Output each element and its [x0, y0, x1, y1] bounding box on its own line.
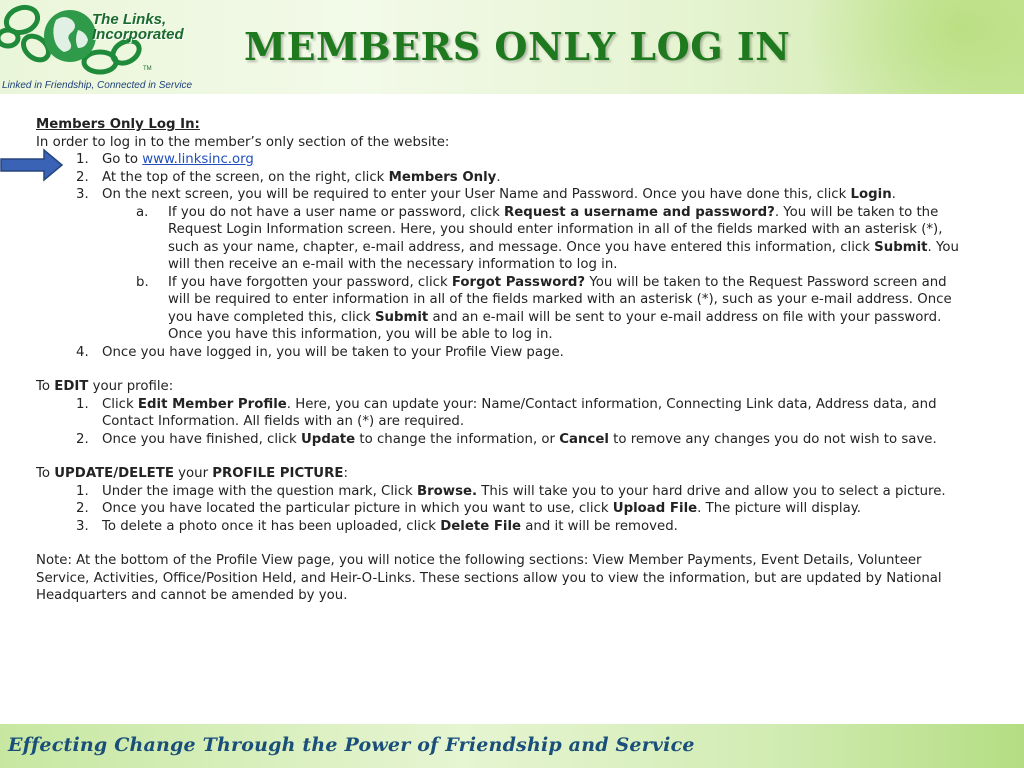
step-bold-text: Request a username and password?: [504, 204, 775, 220]
step-bold-text: Cancel: [559, 431, 609, 447]
login-steps-list: [36, 151, 966, 361]
step-text: . You will be taken to the Request Login Information screen. Here, you should enter information in all of the fields marked with an asterisk (*), such as your name, chapter, e-mail address, and message. Once you have entered this information, click: [168, 204, 943, 255]
step-text: At the top of the screen, on the right, click: [102, 169, 389, 185]
list-number: 2.: [76, 431, 89, 447]
step-text: You will be taken to the Request Password screen and will be required to enter information in all of the fields marked with an asterisk (*), such as your e-mail address. Once you have completed this, click: [168, 274, 952, 325]
step-text: Click: [102, 396, 138, 412]
step-text: If you do not have a user name or password, click: [168, 204, 505, 220]
edit-intro: [36, 378, 966, 396]
section-gap: [36, 448, 966, 465]
edit-intro-text: To: [36, 379, 55, 394]
note-paragraph: Note: At the bottom of the Profile View page, you will notice the following sections: View Member Payments, Event Details, Volunteer Service, Activities, Office/Position Held, and Heir-O-Links. These sections allow you to view the information, but are updated by National Headquarters and cannot be amended by you.: [36, 553, 942, 603]
list-item: [36, 274, 966, 344]
logo-org-line2: Incorporated: [92, 26, 184, 43]
step-bold-text: Upload File: [612, 501, 698, 516]
step-text: This will take you to your hard drive and allow you to select a picture.: [477, 483, 946, 499]
list-number: 2.: [76, 169, 89, 185]
list-item: [36, 186, 966, 204]
list-number: 3.: [76, 187, 89, 202]
picture-steps-list: [36, 483, 966, 536]
login-heading: Members Only Log In:: [36, 117, 200, 132]
list-item: [36, 204, 966, 274]
step-bold-text: Submit: [374, 309, 429, 325]
list-number: 3.: [76, 518, 89, 534]
step-bold-text: Members Only: [388, 169, 497, 185]
instructions-document: [36, 116, 966, 605]
list-number: 1.: [76, 483, 89, 499]
footer-banner: [0, 724, 1024, 768]
list-number: 1.: [76, 396, 89, 412]
step-text: . Here, you can update your: Name/Contact information, Connecting Link data, Address data, and Contact Information. All fields with an (*) are required.: [102, 396, 937, 429]
list-item: [36, 396, 966, 431]
list-item: [36, 518, 966, 536]
step-text: On the next screen, you will be required to enter your User Name and Password. Once you have done this, click: [102, 187, 851, 202]
edit-steps-list: [36, 396, 966, 449]
picture-intro-text: your: [173, 466, 213, 481]
step-text: . You will then receive an e-mail with the necessary information to log in.: [168, 239, 959, 272]
logo-org-line1: The Links,: [92, 11, 167, 28]
footer-motto: Effecting Change Through the Power of Friendship and Service: [8, 734, 695, 756]
step-text: Go to: [102, 152, 143, 167]
list-item: [36, 500, 966, 518]
step-text: To delete a photo once it has been uploaded, click: [102, 518, 441, 534]
trademark-mark: TM: [143, 66, 152, 72]
list-item: [36, 483, 966, 501]
step-text: . The picture will display.: [697, 501, 861, 516]
links-logo[interactable]: [0, 0, 200, 94]
step-bold-text: Forgot Password?: [451, 274, 586, 290]
list-number: b.: [136, 274, 149, 290]
edit-intro-bold: EDIT: [54, 379, 89, 394]
list-number: 2.: [76, 501, 89, 516]
step-bold-text: Delete File: [440, 518, 522, 534]
step-bold-text: Browse.: [416, 483, 478, 499]
list-number: a.: [136, 204, 149, 220]
list-item: [36, 151, 966, 169]
step-text: If you have forgotten your password, click: [168, 274, 452, 290]
step-text: and it will be removed.: [521, 518, 678, 534]
header-banner: [0, 0, 1024, 94]
page-title: MEMBERS ONLY LOG IN: [244, 24, 791, 69]
list-item: [36, 344, 966, 362]
step-text: Under the image with the question mark, Click: [102, 483, 417, 499]
step-text: .: [891, 187, 896, 202]
list-item: [36, 431, 966, 449]
step-bold-text: Submit: [874, 239, 928, 255]
logo-org-name: [92, 12, 184, 42]
list-number: 1.: [76, 152, 89, 167]
step-text: .: [496, 169, 501, 185]
step-text: Once you have logged in, you will be taken to your Profile View page.: [102, 344, 564, 360]
step-bold-text: Edit Member Profile: [137, 396, 287, 412]
picture-intro-text: :: [343, 466, 348, 481]
list-number: 4.: [76, 344, 89, 360]
step-text: Once you have located the particular picture in which you want to use, click: [102, 501, 613, 516]
edit-intro-text: your profile:: [88, 379, 174, 394]
section-gap: [36, 535, 966, 552]
picture-intro: [36, 465, 966, 483]
picture-intro-text: To: [36, 466, 55, 481]
list-item: [36, 169, 966, 187]
step-text: and an e-mail will be sent to your e-mail address on file with your password. Once you have this information, you will be able to log in.: [168, 309, 942, 342]
linksinc-link[interactable]: www.linksinc.org: [142, 152, 254, 167]
step-bold-text: Login: [850, 187, 892, 202]
login-intro: In order to log in to the member’s only section of the website:: [36, 134, 450, 150]
logo-tagline: Linked in Friendship, Connected in Service: [2, 80, 193, 91]
picture-intro-bold: UPDATE/DELETE: [54, 466, 174, 481]
picture-intro-bold: PROFILE PICTURE: [212, 466, 344, 481]
step-text: Once you have finished, click: [102, 431, 301, 447]
step-bold-text: Update: [301, 431, 356, 447]
step-text: to remove any changes you do not wish to save.: [608, 431, 937, 447]
section-gap: [36, 361, 966, 378]
step-text: to change the information, or: [355, 431, 560, 447]
